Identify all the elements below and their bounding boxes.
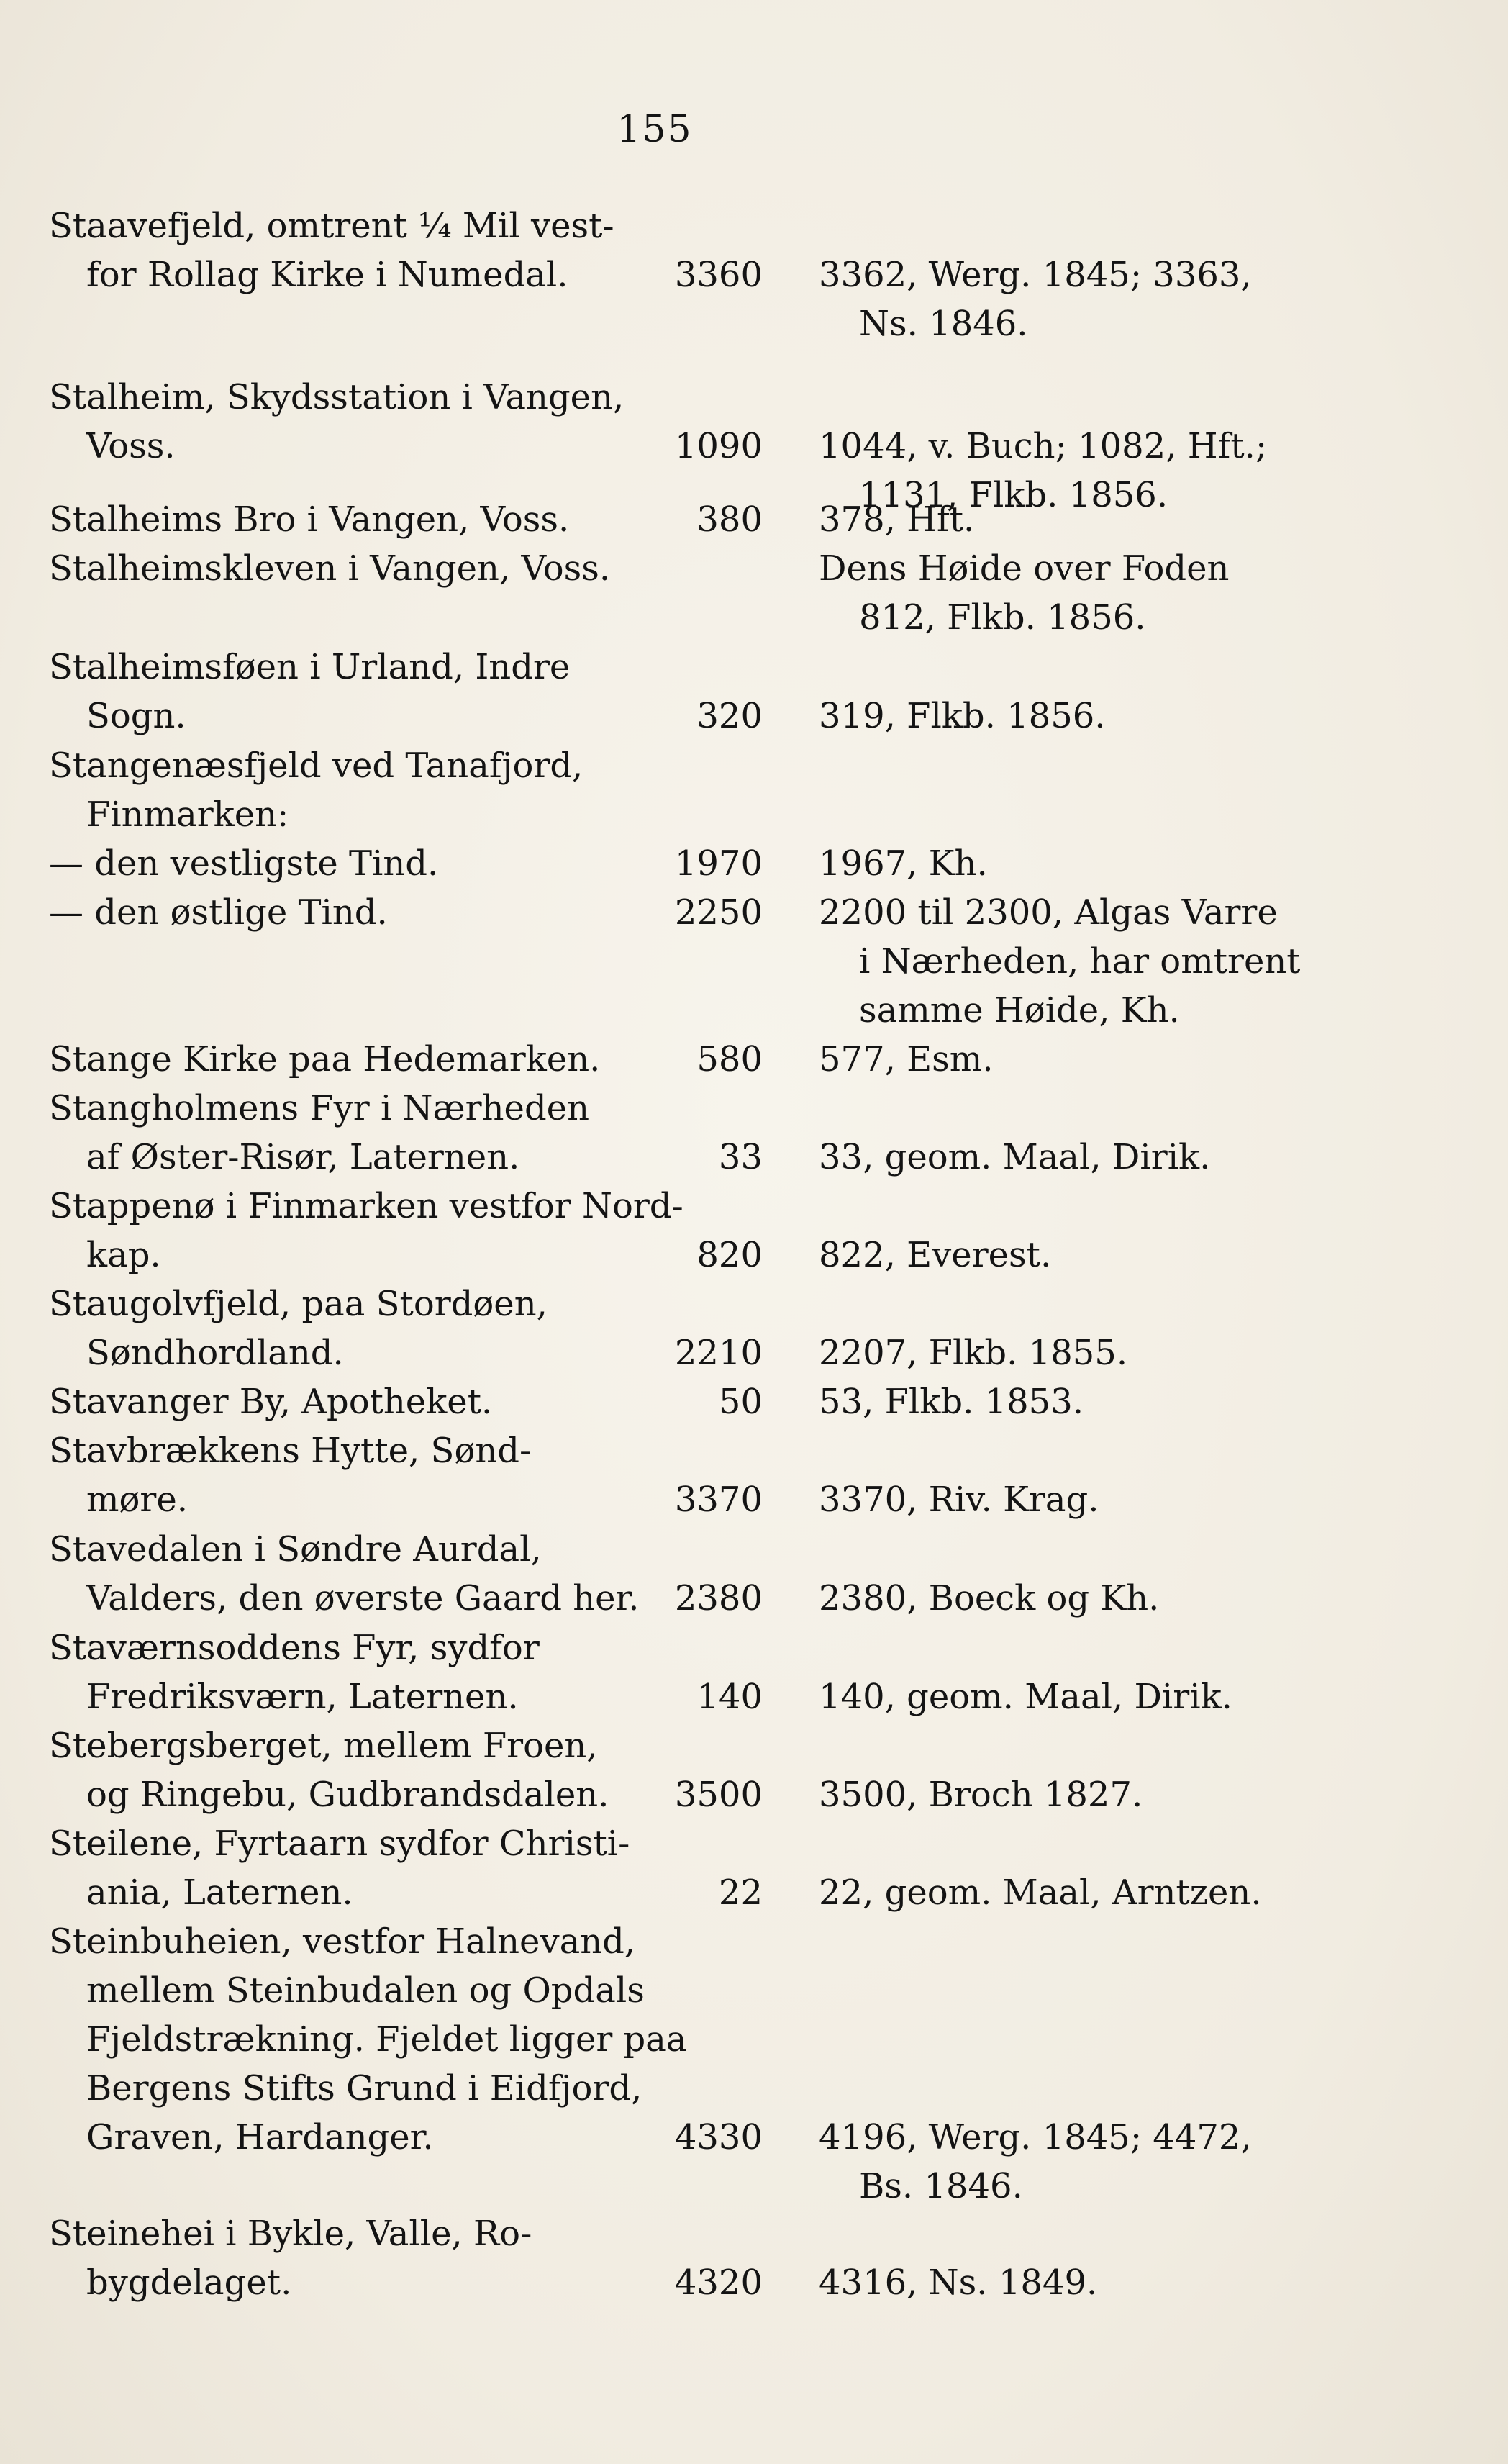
entry-source-line: 140, geom. Maal, Dirik. <box>819 1677 1232 1717</box>
entry-source <box>819 692 1322 740</box>
entry-height: 50 <box>718 1382 763 1422</box>
entry-height: 820 <box>696 1235 763 1275</box>
entry-name-line: Stavedalen i Søndre Aurdal, <box>49 1529 542 1570</box>
entry-name <box>49 2209 624 2307</box>
entry-name-line: Stalheimsføen i Urland, Indre <box>49 647 571 687</box>
entry-name-line: Steinehei i Bykle, Valle, Ro- <box>49 2214 532 2254</box>
entry-source-line: 2380, Boeck og Kh. <box>819 1578 1160 1618</box>
entry-name-line: Fredriksværn, Laternen. <box>86 1677 519 1717</box>
entry-name-line: Staavefjeld, omtrent ¼ Mil vest- <box>49 206 614 246</box>
entry-name-line: Voss. <box>86 426 176 466</box>
entry-source <box>819 839 1322 888</box>
entry-source-line: 4316, Ns. 1849. <box>819 2263 1098 2303</box>
entry-height: 22 <box>718 1872 763 1913</box>
entry-name-line: og Ringebu, Gudbrandsdalen. <box>86 1775 609 1815</box>
entry-name-line: for Rollag Kirke i Numedal. <box>86 255 568 295</box>
entry-name-line: Stavanger By, Apotheket. <box>49 1382 493 1422</box>
entry-name-line: kap. <box>86 1235 161 1275</box>
entry-source <box>819 1377 1322 1426</box>
entry-name <box>49 1084 624 1182</box>
entry-source-line: Ns. 1846. <box>859 304 1028 344</box>
entry-source-line: 3370, Riv. Krag. <box>819 1480 1099 1520</box>
entry-name-line: Stalheims Bro i Vangen, Voss. <box>49 499 570 540</box>
entry-name-line: Sogn. <box>86 696 186 736</box>
page-number: 155 <box>617 108 693 151</box>
entry-name-line: Valders, den øverste Gaard her. <box>86 1578 640 1618</box>
entry-name-line: Stebergsberget, mellem Froen, <box>49 1726 598 1766</box>
entry-source-line: 577, Esm. <box>819 1039 994 1079</box>
entry-name <box>49 1819 630 1917</box>
entry-name <box>49 1377 624 1426</box>
entry-source-line: 53, Flkb. 1853. <box>819 1382 1084 1422</box>
entry-name-line: Finmarken: <box>86 794 289 835</box>
entry-name-line: Stangenæsfjeld ved Tanafjord, <box>49 746 583 786</box>
entry-name-line: — den vestligste Tind. <box>49 843 439 884</box>
entry-name <box>49 888 624 937</box>
entry-name-line: Bergens Stifts Grund i Eidfjord, <box>86 2068 642 2109</box>
entry-name-line: af Øster-Risør, Laternen. <box>86 1137 520 1177</box>
entry-height: 140 <box>696 1677 763 1717</box>
entry-height: 4320 <box>674 2263 763 2303</box>
entry-source-line: 33, geom. Maal, Dirik. <box>819 1137 1211 1177</box>
entry-name-line: møre. <box>86 1480 188 1520</box>
entry-name-line: Stalheim, Skydsstation i Vangen, <box>49 377 624 417</box>
entry-source <box>819 1770 1322 1819</box>
entry-name <box>49 839 624 888</box>
entry-height: 4330 <box>674 2117 763 2157</box>
entry-source-line: 319, Flkb. 1856. <box>819 696 1106 736</box>
entry-name <box>49 1426 624 1524</box>
entry-source-line: Bs. 1846. <box>859 2166 1023 2206</box>
entry-name <box>49 1623 624 1721</box>
entry-height: 1970 <box>674 843 763 884</box>
entry-name-line: Stalheimskleven i Vangen, Voss. <box>49 548 611 589</box>
entry-source-line: 1044, v. Buch; 1082, Hft.; <box>819 426 1268 466</box>
entry-source <box>819 2113 1322 2211</box>
entry-height: 2210 <box>674 1333 763 1373</box>
entry-source-line: 1967, Kh. <box>819 843 988 884</box>
entry-name <box>49 373 624 471</box>
entry-source <box>819 1672 1322 1721</box>
entry-height: 3360 <box>674 255 763 295</box>
entry-name-line: Stange Kirke paa Hedemarken. <box>49 1039 601 1079</box>
entry-name-line: Fjeldstrækning. Fjeldet ligger paa <box>86 2019 687 2060</box>
entry-source <box>819 250 1322 348</box>
entry-source <box>819 2258 1322 2307</box>
entry-source-line: i Nærheden, har omtrent <box>859 941 1301 982</box>
entry-height: 320 <box>696 696 763 736</box>
entry-source <box>819 1035 1322 1084</box>
entry-name <box>49 1035 624 1084</box>
entry-source-line: 4196, Werg. 1845; 4472, <box>819 2117 1252 2157</box>
entry-height: 380 <box>696 499 763 540</box>
entry-name <box>49 495 624 544</box>
entry-source-line: 2200 til 2300, Algas Varre <box>819 892 1278 933</box>
entry-source-line: 3362, Werg. 1845; 3363, <box>819 255 1252 295</box>
entry-height: 3370 <box>674 1480 763 1520</box>
entry-source-line: 378, Hft. <box>819 499 975 540</box>
entry-source <box>819 1231 1322 1279</box>
entry-name <box>49 1525 640 1623</box>
entry-source <box>819 1328 1322 1377</box>
entry-height: 2250 <box>674 892 763 933</box>
entry-source <box>819 495 1322 544</box>
entry-name-line: Graven, Hardanger. <box>86 2117 434 2157</box>
entry-source-line: 2207, Flkb. 1855. <box>819 1333 1128 1373</box>
entry-source-line: Dens Høide over Foden <box>819 548 1230 589</box>
entry-source <box>819 1475 1322 1524</box>
entry-source-line: 22, geom. Maal, Arntzen. <box>819 1872 1262 1913</box>
entry-name-line: Staværnsoddens Fyr, sydfor <box>49 1628 540 1668</box>
entry-name <box>49 643 624 740</box>
entry-name <box>49 201 624 299</box>
entry-name <box>49 1917 687 2162</box>
entry-source-line: 1131, Flkb. 1856. <box>859 475 1168 515</box>
entry-source-line: 812, Flkb. 1856. <box>859 597 1146 638</box>
entry-name-line: — den østlige Tind. <box>49 892 388 933</box>
entry-source <box>819 888 1322 1035</box>
entry-height: 1090 <box>674 426 763 466</box>
entry-height: 33 <box>718 1137 763 1177</box>
entry-name <box>49 1721 624 1819</box>
entry-source <box>819 1133 1322 1182</box>
entry-name-line: Stappenø i Finmarken vestfor Nord- <box>49 1186 683 1226</box>
entry-name-line: mellem Steinbudalen og Opdals <box>86 1970 645 2011</box>
entry-source-line: 3500, Broch 1827. <box>819 1775 1143 1815</box>
entry-source-line: samme Høide, Kh. <box>859 990 1180 1031</box>
entry-name-line: Stangholmens Fyr i Nærheden <box>49 1088 589 1128</box>
entry-name-line: Staugolvfjeld, paa Stordøen, <box>49 1284 548 1324</box>
entry-name-line: Steilene, Fyrtaarn sydfor Christi- <box>49 1824 630 1864</box>
entry-name <box>49 1279 624 1377</box>
entry-name <box>49 1182 683 1279</box>
entry-source <box>819 1574 1322 1623</box>
entry-source <box>819 1868 1322 1917</box>
entry-height: 3500 <box>674 1775 763 1815</box>
entry-source-line: 822, Everest. <box>819 1235 1052 1275</box>
entry-height: 2380 <box>674 1578 763 1618</box>
entry-name-line: ania, Laternen. <box>86 1872 353 1913</box>
entry-name-line: Stavbrækkens Hytte, Sønd- <box>49 1431 532 1471</box>
entry-name <box>49 741 624 839</box>
entry-name-line: Søndhordland. <box>86 1333 344 1373</box>
entry-height: 580 <box>696 1039 763 1079</box>
entry-name-line: bygdelaget. <box>86 2263 292 2303</box>
entry-name <box>49 544 624 593</box>
entry-name-line: Steinbuheien, vestfor Halnevand, <box>49 1921 636 1962</box>
entry-source <box>819 544 1322 642</box>
